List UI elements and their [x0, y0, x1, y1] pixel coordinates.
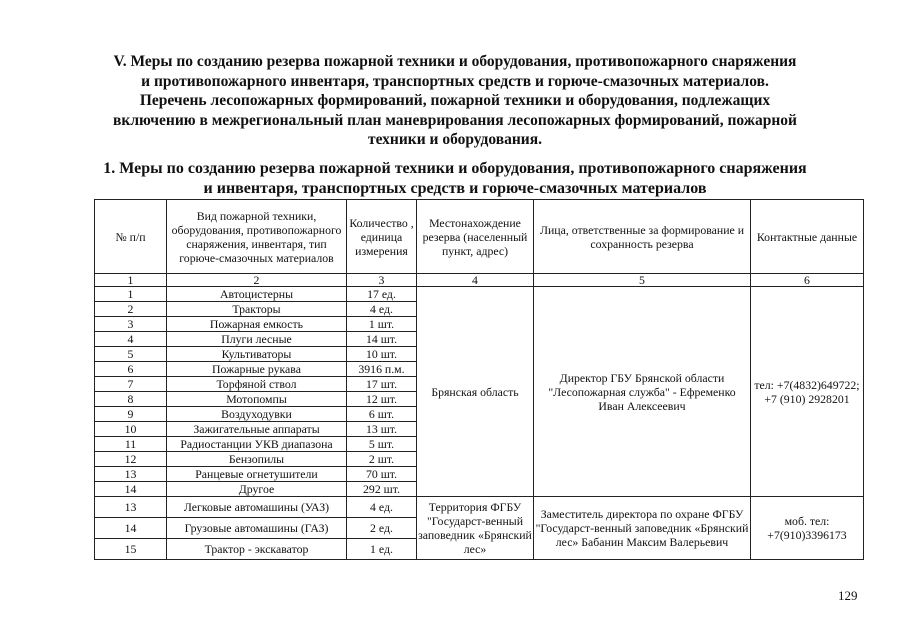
- item-quantity: 4 ед.: [347, 497, 417, 518]
- item-quantity: 70 шт.: [347, 467, 417, 482]
- section-heading-line: V. Меры по созданию резерва пожарной техники и оборудования, противопожарного снаряжения: [113, 53, 797, 70]
- item-quantity: 1 ед.: [347, 539, 417, 560]
- section-heading-line: включению в межрегиональный план маневрирования лесопожарных формирований, пожарной: [113, 111, 797, 129]
- row-number: 12: [95, 452, 167, 467]
- contact-data: тел: +7(4832)649722; +7 (910) 2928201: [751, 287, 864, 497]
- header-cell: Вид пожарной техники, оборудования, противопожарного снаряжения, инвентаря, тип горюче-смазочных материалов: [167, 200, 347, 274]
- section-heading-line: Перечень лесопожарных формирований, пожарной техники и оборудования, подлежащих: [139, 92, 771, 109]
- table-header-row: [95, 200, 864, 274]
- item-name: Ранцевые огнетушители: [167, 467, 347, 482]
- item-quantity: 4 ед.: [347, 302, 417, 317]
- item-quantity: 12 шт.: [347, 392, 417, 407]
- section-heading: [40, 52, 870, 150]
- table-row: [95, 287, 864, 302]
- item-name: Радиостанции УКВ диапазона: [167, 437, 347, 452]
- column-number: 5: [534, 274, 751, 287]
- subsection-heading-line: и инвентаря, транспортных средств и горюче-смазочных материалов: [203, 180, 707, 197]
- row-number: 8: [95, 392, 167, 407]
- table-row: [95, 497, 864, 518]
- item-name: Плуги лесные: [167, 332, 347, 347]
- responsible-person: Директор ГБУ Брянской области "Лесопожарная служба" - Ефременко Иван Алексеевич: [534, 287, 751, 497]
- header-cell: Контактные данные: [751, 200, 864, 274]
- item-quantity: 2 шт.: [347, 452, 417, 467]
- subsection-heading-line: 1. Меры по созданию резерва пожарной техники и оборудования, противопожарного снаряжения: [103, 160, 807, 177]
- row-number: 11: [95, 437, 167, 452]
- item-name: Воздуходувки: [167, 407, 347, 422]
- row-number: 10: [95, 422, 167, 437]
- row-number: 3: [95, 317, 167, 332]
- row-number: 2: [95, 302, 167, 317]
- item-quantity: 13 шт.: [347, 422, 417, 437]
- item-quantity: 17 шт.: [347, 377, 417, 392]
- item-name: Пожарные рукава: [167, 362, 347, 377]
- item-quantity: 10 шт.: [347, 347, 417, 362]
- item-name: Трактор - экскаватор: [167, 539, 347, 560]
- row-number: 13: [95, 497, 167, 518]
- subsection-heading: [40, 159, 870, 199]
- item-name: Автоцистерны: [167, 287, 347, 302]
- item-quantity: 6 шт.: [347, 407, 417, 422]
- column-number: 6: [751, 274, 864, 287]
- item-name: Бензопилы: [167, 452, 347, 467]
- header-cell: Лица, ответственные за формирование и сохранность резерва: [534, 200, 751, 274]
- reserve-table: [94, 199, 864, 560]
- item-name: Пожарная емкость: [167, 317, 347, 332]
- row-number: 15: [95, 539, 167, 560]
- reserve-location: Брянская область: [417, 287, 534, 497]
- item-quantity: 292 шт.: [347, 482, 417, 497]
- reserve-location: Территория ФГБУ "Государст-венный заповедник «Брянский лес»: [417, 497, 534, 560]
- header-cell: Количество , единица измерения: [347, 200, 417, 274]
- item-quantity: 17 ед.: [347, 287, 417, 302]
- item-name: Мотопомпы: [167, 392, 347, 407]
- item-quantity: 5 шт.: [347, 437, 417, 452]
- item-name: Легковые автомашины (УАЗ): [167, 497, 347, 518]
- item-name: Другое: [167, 482, 347, 497]
- row-number: 6: [95, 362, 167, 377]
- responsible-person: Заместитель директора по охране ФГБУ "Государст-венный заповедник «Брянский лес» Бабанин Максим Валерьевич: [534, 497, 751, 560]
- item-name: Культиваторы: [167, 347, 347, 362]
- page-number: 129: [838, 588, 858, 603]
- contact-data: моб. тел: +7(910)3396173: [751, 497, 864, 560]
- section-heading-line: техники и оборудования.: [367, 131, 543, 148]
- header-cell: № п/п: [95, 200, 167, 274]
- item-quantity: 3916 п.м.: [347, 362, 417, 377]
- item-name: Грузовые автомашины (ГАЗ): [167, 518, 347, 539]
- row-number: 4: [95, 332, 167, 347]
- item-name: Торфяной ствол: [167, 377, 347, 392]
- column-number: 4: [417, 274, 534, 287]
- row-number: 5: [95, 347, 167, 362]
- row-number: 14: [95, 518, 167, 539]
- column-number-row: [95, 274, 864, 287]
- row-number: 9: [95, 407, 167, 422]
- item-name: Тракторы: [167, 302, 347, 317]
- column-number: 3: [347, 274, 417, 287]
- column-number: 1: [95, 274, 167, 287]
- section-heading-line: и противопожарного инвентаря, транспортных средств и горюче-смазочных материалов.: [141, 72, 769, 90]
- row-number: 13: [95, 467, 167, 482]
- item-quantity: 2 ед.: [347, 518, 417, 539]
- row-number: 14: [95, 482, 167, 497]
- header-cell: Местонахождение резерва (населенный пункт, адрес): [417, 200, 534, 274]
- item-quantity: 1 шт.: [347, 317, 417, 332]
- row-number: 1: [95, 287, 167, 302]
- item-quantity: 14 шт.: [347, 332, 417, 347]
- item-name: Зажигательные аппараты: [167, 422, 347, 437]
- column-number: 2: [167, 274, 347, 287]
- row-number: 7: [95, 377, 167, 392]
